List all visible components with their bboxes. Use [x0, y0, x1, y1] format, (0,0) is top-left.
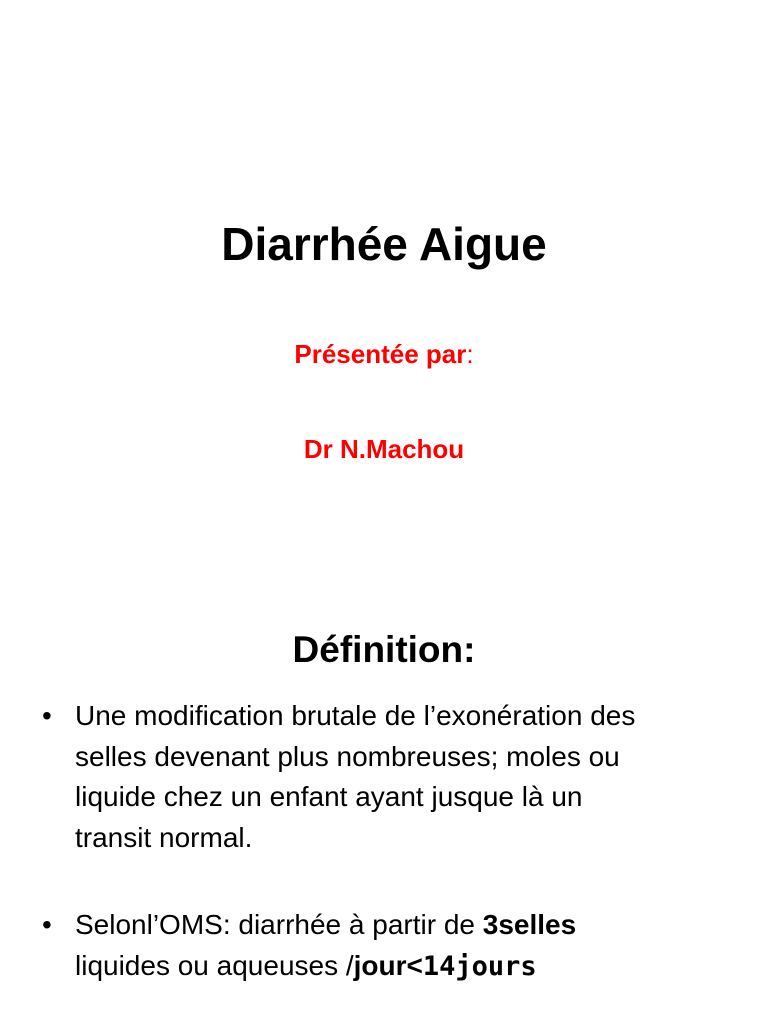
bullet-text-line: liquide chez un enfant ayant jusque là un — [75, 781, 583, 812]
bullet-icon: • — [42, 909, 52, 940]
bullet-item-definition — [40, 696, 730, 858]
bullet-item-oms — [40, 905, 730, 987]
presented-by-label: Présentée par — [294, 339, 467, 369]
bullet-text-line: selles devenant plus nombreuses; moles ou — [75, 740, 620, 772]
bullet-text-bold: jour< — [353, 949, 423, 981]
presentation-title: Diarrhée Aigue — [221, 218, 547, 270]
bullet-text-line: transit normal. — [75, 821, 253, 853]
presented-by-colon: : — [466, 339, 474, 369]
bullet-text-mono: 14jours — [422, 950, 537, 982]
definition-heading: Définition: — [292, 629, 476, 670]
presenter-name: Dr N.Machou — [303, 434, 465, 464]
definition-bullet-list — [40, 696, 730, 987]
bullet-text-line: Une modification brutale de l’exonération des — [75, 700, 636, 731]
definition-slide — [0, 512, 768, 1024]
bullet-text-bold: 3selles — [482, 909, 577, 940]
bullet-text: Selonl’OMS: diarrhée à partir de — [75, 909, 483, 940]
bullet-icon: • — [42, 700, 52, 731]
bullet-text: liquides ou aqueuses / — [75, 949, 354, 981]
presented-by-line — [0, 337, 768, 371]
